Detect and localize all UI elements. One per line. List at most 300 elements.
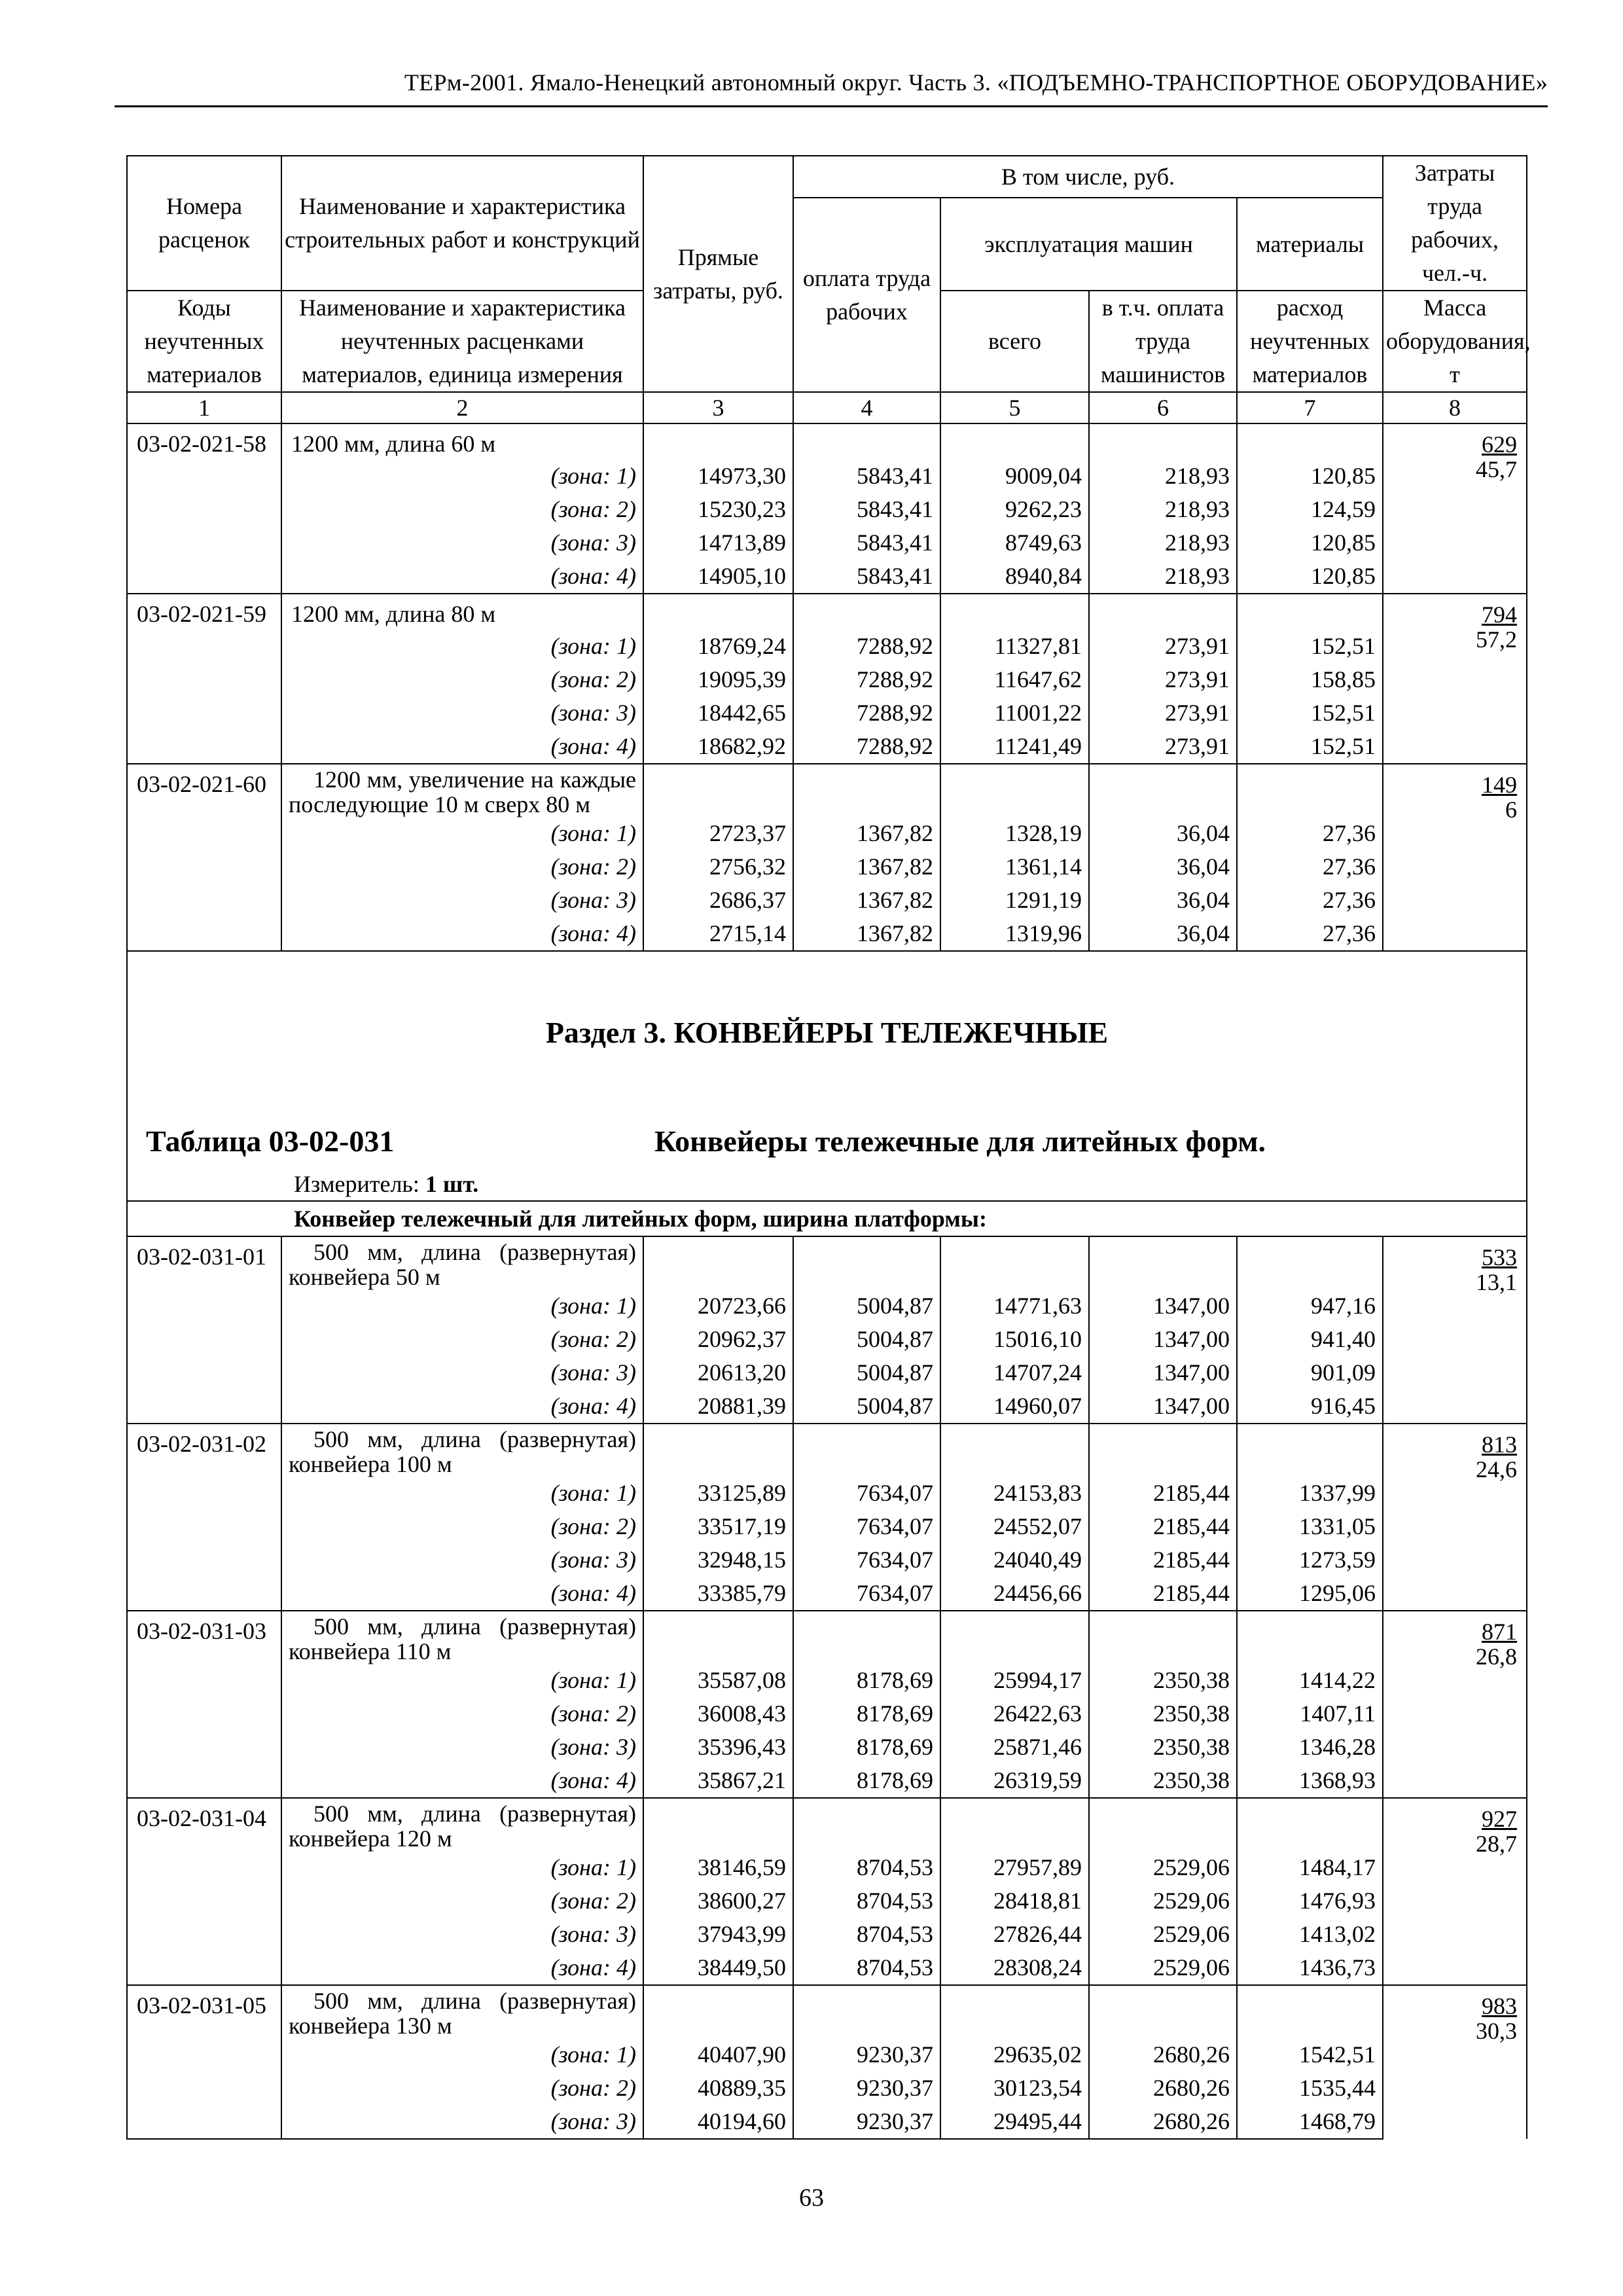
- empty-cell: [940, 423, 1089, 459]
- operators-pay: 2350,38: [1089, 1664, 1237, 1697]
- materials: 27,36: [1237, 917, 1383, 951]
- zone-label: (зона: 2): [281, 1323, 643, 1356]
- rate-code: 03-02-031-02: [127, 1424, 281, 1477]
- empty-cell: [643, 1611, 793, 1664]
- labor-hours: 927: [1482, 1806, 1518, 1832]
- empty-cell: [1237, 764, 1383, 817]
- direct-costs: 40194,60: [643, 2105, 793, 2139]
- direct-costs: 20881,39: [643, 1390, 793, 1424]
- zone-label: (зона: 4): [281, 917, 643, 951]
- column-number: 6: [1089, 392, 1237, 423]
- materials: 1484,17: [1237, 1851, 1383, 1884]
- page-number: 63: [799, 2184, 824, 2212]
- rate-name-line-1: 500 мм, длина (развернутая): [313, 1426, 636, 1452]
- materials: 1337,99: [1237, 1477, 1383, 1510]
- rate-name: [281, 1424, 643, 1477]
- workers-pay: 1367,82: [793, 917, 940, 951]
- empty-cell: [127, 1951, 281, 1985]
- materials: 120,85: [1237, 459, 1383, 493]
- workers-pay: 9230,37: [793, 2105, 940, 2139]
- zone-label: (зона: 1): [281, 1289, 643, 1323]
- machines-total: 14707,24: [940, 1356, 1089, 1390]
- zone-label: (зона: 3): [281, 1543, 643, 1577]
- zone-label: (зона: 4): [281, 1764, 643, 1798]
- column-number: 7: [1237, 392, 1383, 423]
- labor-mass-cell: [1383, 1236, 1527, 1424]
- operators-pay: 218,93: [1089, 493, 1237, 526]
- column-number: 4: [793, 392, 940, 423]
- empty-cell: [127, 817, 281, 850]
- machines-total: 11647,62: [940, 663, 1089, 696]
- machines-total: 9262,23: [940, 493, 1089, 526]
- machines-total: 14771,63: [940, 1289, 1089, 1323]
- operators-pay: 2529,06: [1089, 1918, 1237, 1951]
- table-description: Конвейеры тележечные для литейных форм.: [654, 1124, 1266, 1158]
- materials: 27,36: [1237, 817, 1383, 850]
- empty-cell: [127, 1884, 281, 1918]
- workers-pay: 8178,69: [793, 1664, 940, 1697]
- column-number: 5: [940, 392, 1089, 423]
- workers-pay: 7288,92: [793, 630, 940, 663]
- operators-pay: 218,93: [1089, 459, 1237, 493]
- equipment-mass: 24,6: [1476, 1456, 1518, 1482]
- empty-cell: [127, 1390, 281, 1424]
- empty-cell: [1237, 594, 1383, 630]
- direct-costs: 35867,21: [643, 1764, 793, 1798]
- empty-cell: [1089, 1611, 1237, 1664]
- equipment-mass: 26,8: [1476, 1643, 1518, 1670]
- materials: 152,51: [1237, 630, 1383, 663]
- machines-total: 11001,22: [940, 696, 1089, 730]
- materials: 1414,22: [1237, 1664, 1383, 1697]
- rate-name-line-1: 500 мм, длина (развернутая): [313, 1801, 636, 1827]
- materials: 27,36: [1237, 850, 1383, 884]
- rate-name-line-2: конвейера 120 м: [289, 1825, 452, 1852]
- materials: 1331,05: [1237, 1510, 1383, 1543]
- measure-label: Измеритель:: [294, 1171, 419, 1197]
- zone-label: (зона: 4): [281, 1951, 643, 1985]
- direct-costs: 38449,50: [643, 1951, 793, 1985]
- direct-costs: 35587,08: [643, 1664, 793, 1697]
- rate-name-line-2: конвейера 130 м: [289, 2013, 452, 2039]
- column-number: 3: [643, 392, 793, 423]
- empty-cell: [127, 730, 281, 764]
- empty-cell: [643, 1236, 793, 1289]
- workers-pay: 5843,41: [793, 493, 940, 526]
- rate-name-line-1: 500 мм, длина (развернутая): [313, 1239, 636, 1265]
- materials: 1542,51: [1237, 2038, 1383, 2072]
- direct-costs: 40407,90: [643, 2038, 793, 2072]
- empty-cell: [1089, 1424, 1237, 1477]
- direct-costs: 2686,37: [643, 884, 793, 917]
- operators-pay: 273,91: [1089, 730, 1237, 764]
- workers-pay: 5004,87: [793, 1356, 940, 1390]
- header-work-name: Наименование и характеристика строительных работ и конструкций: [281, 156, 643, 291]
- empty-cell: [940, 1985, 1089, 2038]
- empty-cell: [793, 1611, 940, 1664]
- machines-total: 26319,59: [940, 1764, 1089, 1798]
- labor-mass-cell: [1383, 764, 1527, 951]
- workers-pay: 5004,87: [793, 1323, 940, 1356]
- machines-total: 26422,63: [940, 1697, 1089, 1731]
- materials: 120,85: [1237, 560, 1383, 594]
- operators-pay: 273,91: [1089, 696, 1237, 730]
- empty-cell: [1089, 764, 1237, 817]
- equipment-mass: 13,1: [1476, 1269, 1518, 1295]
- operators-pay: 1347,00: [1089, 1289, 1237, 1323]
- materials: 1535,44: [1237, 2072, 1383, 2105]
- operators-pay: 273,91: [1089, 663, 1237, 696]
- column-number: 1: [127, 392, 281, 423]
- header-materials: материалы: [1237, 198, 1383, 291]
- labor-hours: 983: [1482, 1993, 1518, 2019]
- zone-label: (зона: 2): [281, 850, 643, 884]
- machines-total: 28418,81: [940, 1884, 1089, 1918]
- materials: 152,51: [1237, 730, 1383, 764]
- workers-pay: 5843,41: [793, 560, 940, 594]
- empty-cell: [127, 884, 281, 917]
- direct-costs: 20962,37: [643, 1323, 793, 1356]
- direct-costs: 40889,35: [643, 2072, 793, 2105]
- materials: 1407,11: [1237, 1697, 1383, 1731]
- empty-cell: [940, 1236, 1089, 1289]
- empty-cell: [127, 2072, 281, 2105]
- rate-name: [281, 1798, 643, 1851]
- direct-costs: 14905,10: [643, 560, 793, 594]
- zone-label: (зона: 4): [281, 1390, 643, 1424]
- empty-cell: [643, 594, 793, 630]
- materials: 124,59: [1237, 493, 1383, 526]
- labor-mass-cell: [1383, 1985, 1527, 2139]
- machines-total: 25871,46: [940, 1731, 1089, 1764]
- workers-pay: 7288,92: [793, 696, 940, 730]
- materials: 901,09: [1237, 1356, 1383, 1390]
- operators-pay: 36,04: [1089, 884, 1237, 917]
- empty-cell: [1089, 1236, 1237, 1289]
- zone-label: (зона: 4): [281, 730, 643, 764]
- machines-total: 1291,19: [940, 884, 1089, 917]
- rate-code: 03-02-031-03: [127, 1611, 281, 1664]
- machines-total: 27826,44: [940, 1918, 1089, 1951]
- empty-cell: [1237, 423, 1383, 459]
- machines-total: 25994,17: [940, 1664, 1089, 1697]
- header-machines: эксплуатация машин: [940, 198, 1237, 291]
- materials: 1436,73: [1237, 1951, 1383, 1985]
- workers-pay: 8704,53: [793, 1851, 940, 1884]
- direct-costs: 2756,32: [643, 850, 793, 884]
- rate-name-line-1: 500 мм, длина (развернутая): [313, 1613, 636, 1640]
- workers-pay: 7634,07: [793, 1510, 940, 1543]
- labor-hours: 533: [1482, 1244, 1518, 1270]
- rate-code: 03-02-021-58: [127, 423, 281, 459]
- direct-costs: 33385,79: [643, 1577, 793, 1611]
- direct-costs: 33517,19: [643, 1510, 793, 1543]
- operators-pay: 2185,44: [1089, 1477, 1237, 1510]
- workers-pay: 5843,41: [793, 459, 940, 493]
- empty-cell: [127, 1477, 281, 1510]
- materials: 1295,06: [1237, 1577, 1383, 1611]
- operators-pay: 1347,00: [1089, 1390, 1237, 1424]
- rate-name: [281, 1985, 643, 2038]
- workers-pay: 1367,82: [793, 884, 940, 917]
- materials: 1368,93: [1237, 1764, 1383, 1798]
- operators-pay: 218,93: [1089, 560, 1237, 594]
- header-material-names: Наименование и характеристика неучтенных расценками материалов, единица измерения: [281, 291, 643, 392]
- section-banner: [127, 951, 1527, 1201]
- empty-cell: [127, 1577, 281, 1611]
- empty-cell: [940, 594, 1089, 630]
- direct-costs: 2723,37: [643, 817, 793, 850]
- empty-cell: [793, 1985, 940, 2038]
- machines-total: 11241,49: [940, 730, 1089, 764]
- empty-cell: [1237, 1611, 1383, 1664]
- zone-label: (зона: 3): [281, 2105, 643, 2139]
- labor-mass-cell: [1383, 1611, 1527, 1798]
- machines-total: 8749,63: [940, 526, 1089, 560]
- operators-pay: 2185,44: [1089, 1577, 1237, 1611]
- workers-pay: 1367,82: [793, 817, 940, 850]
- zone-label: (зона: 3): [281, 884, 643, 917]
- direct-costs: 35396,43: [643, 1731, 793, 1764]
- workers-pay: 5004,87: [793, 1289, 940, 1323]
- machines-total: 11327,81: [940, 630, 1089, 663]
- machines-total: 9009,04: [940, 459, 1089, 493]
- header-operators-pay: в т.ч. оплата труда машинистов: [1089, 291, 1237, 392]
- operators-pay: 218,93: [1089, 526, 1237, 560]
- zone-label: (зона: 1): [281, 1477, 643, 1510]
- workers-pay: 7634,07: [793, 1543, 940, 1577]
- empty-cell: [1237, 1236, 1383, 1289]
- machines-total: 1319,96: [940, 917, 1089, 951]
- labor-mass-cell: [1383, 1424, 1527, 1611]
- zone-label: (зона: 2): [281, 1510, 643, 1543]
- operators-pay: 2529,06: [1089, 1884, 1237, 1918]
- empty-cell: [127, 1851, 281, 1884]
- empty-cell: [127, 850, 281, 884]
- machines-total: 8940,84: [940, 560, 1089, 594]
- materials: 158,85: [1237, 663, 1383, 696]
- running-header: ТЕРм-2001. Ямало-Ненецкий автономный округ. Часть 3. «ПОДЪЕМНО-ТРАНСПОРТНОЕ ОБОРУДОВАНИЕ»: [404, 69, 1548, 96]
- column-number: 2: [281, 392, 643, 423]
- rate-name-line-2: последующие 10 м сверх 80 м: [289, 791, 591, 817]
- operators-pay: 36,04: [1089, 917, 1237, 951]
- zone-label: (зона: 1): [281, 459, 643, 493]
- zone-label: (зона: 4): [281, 560, 643, 594]
- empty-cell: [127, 526, 281, 560]
- equipment-mass: 6: [1505, 797, 1518, 823]
- header-machines-total: всего: [940, 291, 1089, 392]
- header-workers-pay: оплата труда рабочих: [793, 198, 940, 392]
- rate-name: 1200 мм, длина 80 м: [281, 594, 643, 630]
- machines-total: 29495,44: [940, 2105, 1089, 2139]
- rate-name-line-2: конвейера 110 м: [289, 1638, 452, 1664]
- empty-cell: [643, 764, 793, 817]
- workers-pay: 5004,87: [793, 1390, 940, 1424]
- zone-label: (зона: 2): [281, 2072, 643, 2105]
- empty-cell: [127, 1543, 281, 1577]
- empty-cell: [127, 917, 281, 951]
- machines-total: 15016,10: [940, 1323, 1089, 1356]
- zone-label: (зона: 2): [281, 1884, 643, 1918]
- labor-hours: 149: [1482, 772, 1518, 798]
- empty-cell: [127, 2105, 281, 2139]
- empty-cell: [127, 1764, 281, 1798]
- rate-code: 03-02-021-60: [127, 764, 281, 817]
- zone-label: (зона: 1): [281, 630, 643, 663]
- machines-total: 24552,07: [940, 1510, 1089, 1543]
- header-equipment-mass: Масса оборудования, т: [1383, 291, 1527, 392]
- empty-cell: [127, 1697, 281, 1731]
- empty-cell: [127, 1918, 281, 1951]
- labor-hours: 871: [1482, 1619, 1518, 1645]
- empty-cell: [643, 1985, 793, 2038]
- zone-label: (зона: 1): [281, 817, 643, 850]
- empty-cell: [127, 1289, 281, 1323]
- empty-cell: [1237, 1985, 1383, 2038]
- empty-cell: [793, 1236, 940, 1289]
- zone-label: (зона: 2): [281, 1697, 643, 1731]
- operators-pay: 1347,00: [1089, 1323, 1237, 1356]
- measure: [294, 1168, 478, 1201]
- empty-cell: [1089, 1985, 1237, 2038]
- empty-cell: [127, 1731, 281, 1764]
- empty-cell: [127, 560, 281, 594]
- rate-name: [281, 1611, 643, 1664]
- labor-mass-cell: [1383, 423, 1527, 594]
- operators-pay: 2680,26: [1089, 2105, 1237, 2139]
- empty-cell: [127, 2038, 281, 2072]
- labor-hours: 629: [1482, 431, 1518, 457]
- zone-label: (зона: 3): [281, 1356, 643, 1390]
- column-number: 8: [1383, 392, 1527, 423]
- empty-cell: [1089, 1798, 1237, 1851]
- header-rule: [115, 105, 1548, 107]
- labor-hours: 813: [1482, 1431, 1518, 1458]
- materials: 916,45: [1237, 1390, 1383, 1424]
- rate-name-line-1: 1200 мм, увеличение на каждые: [313, 766, 636, 793]
- materials: 152,51: [1237, 696, 1383, 730]
- zone-label: (зона: 2): [281, 493, 643, 526]
- workers-pay: 5843,41: [793, 526, 940, 560]
- rate-name-line-2: конвейера 100 м: [289, 1451, 452, 1477]
- direct-costs: 2715,14: [643, 917, 793, 951]
- operators-pay: 2680,26: [1089, 2038, 1237, 2072]
- materials: 1468,79: [1237, 2105, 1383, 2139]
- machines-total: 30123,54: [940, 2072, 1089, 2105]
- zone-label: (зона: 1): [281, 2038, 643, 2072]
- workers-pay: 9230,37: [793, 2038, 940, 2072]
- empty-cell: [793, 1798, 940, 1851]
- empty-cell: [127, 1323, 281, 1356]
- operators-pay: 2529,06: [1089, 1951, 1237, 1985]
- operators-pay: 2529,06: [1089, 1851, 1237, 1884]
- empty-cell: [1089, 423, 1237, 459]
- materials: 1273,59: [1237, 1543, 1383, 1577]
- direct-costs: 18442,65: [643, 696, 793, 730]
- operators-pay: 2185,44: [1089, 1543, 1237, 1577]
- machines-total: 1361,14: [940, 850, 1089, 884]
- machines-total: 24040,49: [940, 1543, 1089, 1577]
- materials: 120,85: [1237, 526, 1383, 560]
- zone-label: (зона: 4): [281, 1577, 643, 1611]
- zone-label: (зона: 3): [281, 1731, 643, 1764]
- direct-costs: 38600,27: [643, 1884, 793, 1918]
- machines-total: 28308,24: [940, 1951, 1089, 1985]
- operators-pay: 2185,44: [1089, 1510, 1237, 1543]
- materials: 947,16: [1237, 1289, 1383, 1323]
- table-title: Таблица 03-02-031: [146, 1124, 395, 1158]
- operators-pay: 273,91: [1089, 630, 1237, 663]
- machines-total: 24153,83: [940, 1477, 1089, 1510]
- empty-cell: [643, 1424, 793, 1477]
- empty-cell: [127, 1356, 281, 1390]
- workers-pay: 8704,53: [793, 1884, 940, 1918]
- empty-cell: [127, 493, 281, 526]
- rate-name: [281, 764, 643, 817]
- empty-cell: [127, 1664, 281, 1697]
- rate-code: 03-02-031-01: [127, 1236, 281, 1289]
- operators-pay: 36,04: [1089, 850, 1237, 884]
- operators-pay: 2350,38: [1089, 1731, 1237, 1764]
- direct-costs: 18769,24: [643, 630, 793, 663]
- rate-name: 1200 мм, длина 60 м: [281, 423, 643, 459]
- workers-pay: 8704,53: [793, 1951, 940, 1985]
- operators-pay: 1347,00: [1089, 1356, 1237, 1390]
- zone-label: (зона: 3): [281, 526, 643, 560]
- equipment-mass: 45,7: [1476, 456, 1518, 482]
- empty-cell: [643, 1798, 793, 1851]
- header-rate-number: Номера расценок: [127, 156, 281, 291]
- direct-costs: 36008,43: [643, 1697, 793, 1731]
- rate-name-line-2: конвейера 50 м: [289, 1264, 440, 1290]
- direct-costs: 33125,89: [643, 1477, 793, 1510]
- workers-pay: 1367,82: [793, 850, 940, 884]
- machines-total: 29635,02: [940, 2038, 1089, 2072]
- empty-cell: [1089, 594, 1237, 630]
- empty-cell: [127, 630, 281, 663]
- workers-pay: 7634,07: [793, 1477, 940, 1510]
- rate-code: 03-02-031-04: [127, 1798, 281, 1851]
- direct-costs: 37943,99: [643, 1918, 793, 1951]
- empty-cell: [940, 1611, 1089, 1664]
- zone-label: (зона: 1): [281, 1664, 643, 1697]
- equipment-mass: 57,2: [1476, 626, 1518, 653]
- labor-hours: 794: [1482, 601, 1518, 628]
- rates-table: [126, 155, 1531, 2140]
- labor-mass-cell: [1383, 1798, 1527, 1985]
- empty-cell: [1237, 1798, 1383, 1851]
- measure-value: 1 шт.: [425, 1171, 479, 1197]
- empty-cell: [940, 1798, 1089, 1851]
- workers-pay: 8178,69: [793, 1697, 940, 1731]
- direct-costs: 19095,39: [643, 663, 793, 696]
- group-title: Конвейер тележечный для литейных форм, ширина платформы:: [127, 1201, 1527, 1236]
- empty-cell: [127, 1510, 281, 1543]
- operators-pay: 2350,38: [1089, 1764, 1237, 1798]
- empty-cell: [127, 663, 281, 696]
- workers-pay: 7288,92: [793, 663, 940, 696]
- empty-cell: [793, 423, 940, 459]
- direct-costs: 20613,20: [643, 1356, 793, 1390]
- header-labor: Затраты труда рабочих, чел.-ч.: [1383, 156, 1527, 291]
- machines-total: 24456,66: [940, 1577, 1089, 1611]
- workers-pay: 9230,37: [793, 2072, 940, 2105]
- operators-pay: 2680,26: [1089, 2072, 1237, 2105]
- rate-name-line-1: 500 мм, длина (развернутая): [313, 1988, 636, 2014]
- materials: 1413,02: [1237, 1918, 1383, 1951]
- direct-costs: 14713,89: [643, 526, 793, 560]
- rate-code: 03-02-021-59: [127, 594, 281, 630]
